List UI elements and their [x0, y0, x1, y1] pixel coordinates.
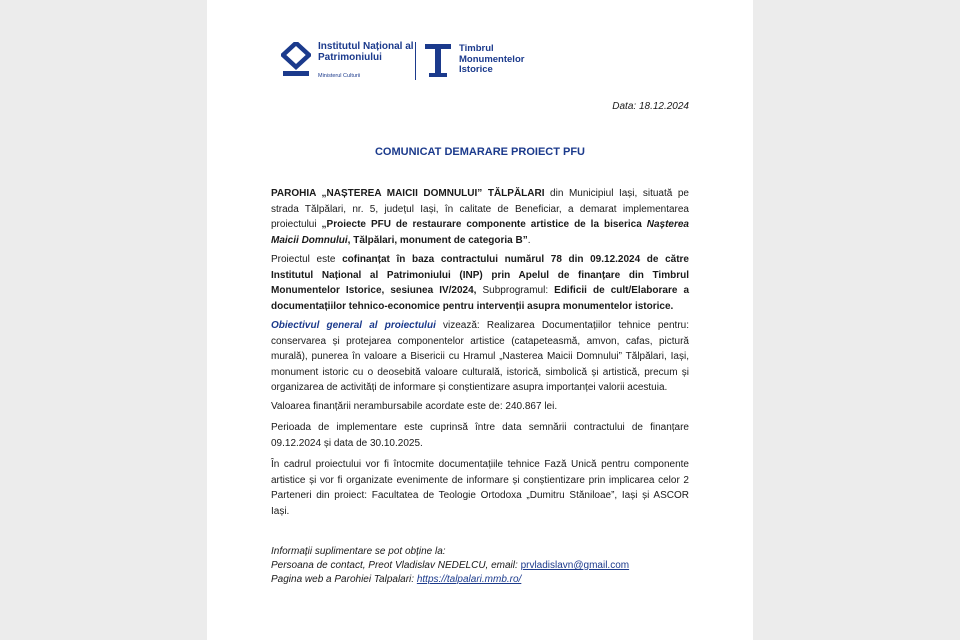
paragraph-activities: În cadrul proiectului vor fi întocmite documentațiile tehnice Fază Unică pentru componente artistice și vor fi organizate evenimente de informare și conștientizare prin implicarea celor 2 Parteneri din proiect: Facultatea de Teologie Ortodoxa „Dumitru Stăniloae”, Iași și ASCOR Iași.	[271, 459, 689, 517]
inp-name: Institutul Național al Patrimoniului	[318, 41, 414, 63]
paragraph-beneficiary: PAROHIA „NAȘTEREA MAICII DOMNULUI” TĂLPĂLARI din Municipiul Iași, situată pe strada Tălpălari, nr. 5, județul Iași, în calitate de Beneficiar, a demarat implementarea proiectului „Proiecte PFU de restaurare componente artistice de la biserica Nașterea Maicii Domnului, Tălpălari, monument de categoria B”.	[271, 188, 689, 246]
contact-intro: Informații suplimentare se pot obține la:	[271, 546, 446, 557]
header-logos	[281, 40, 561, 84]
tmi-name: Timbrul Monumentelor Istorice	[459, 43, 525, 75]
contact-person: Persoana de contact, Preot Vladislav NEDELCU, email: prvladislavn@gmail.com	[271, 560, 630, 571]
website: Pagina web a Parohiei Talpalari: https://talpalari.mmb.ro/	[271, 574, 522, 585]
document-title: COMUNICAT DEMARARE PROIECT PFU	[374, 146, 585, 158]
ministry-label: Ministerul Culturii	[318, 73, 361, 79]
inp-logo-icon	[281, 42, 311, 78]
document-date: Data: 18.12.2024	[612, 101, 689, 112]
contact-footer	[271, 545, 689, 587]
paragraph-period: Perioada de implementare este cuprinsă între data semnării contractului de finanțare 09.12.2024 și data de 30.10.2025.	[271, 422, 689, 449]
tmi-logo-icon	[423, 42, 453, 78]
email-link[interactable]: prvladislavn@gmail.com	[520, 560, 630, 571]
paragraph-financing: Proiectul este cofinanțat în baza contractului numărul 78 din 09.12.2024 de către Institutul Național al Patrimoniului (INP) prin Apelul de finanțare din Timbrul Monumentelor Istorice, sesiunea IV/2024, Subprogramul: Edificii de cult/Elaborare a documentațiilor tehnico-economice pentru intervenții asupra monumentelor istorice.	[271, 254, 690, 312]
document-page	[207, 0, 753, 640]
paragraph-objective: Obiectivul general al proiectului vizează: Realizarea Documentațiilor tehnice pentru: conservarea și protejarea componentelor artistice (catapeteasmă, amvon, cafas, pictură murală), punerea în valoare a Bisericii cu Hramul „Nasterea Maicii Domnului” Tălpălari, Iași, monument istoric cu o deosebită valoare culturală, istorică, simbolică și artistică, precum și organizarea de activități de informare și conștientizare asupra importanței valorii acestuia.	[271, 320, 689, 393]
website-link[interactable]: https://talpalari.mmb.ro/	[416, 574, 522, 585]
logo-divider	[415, 42, 416, 80]
paragraph-value: Valoarea finanțării nerambursabile acordate este de: 240.867 lei.	[271, 401, 558, 412]
